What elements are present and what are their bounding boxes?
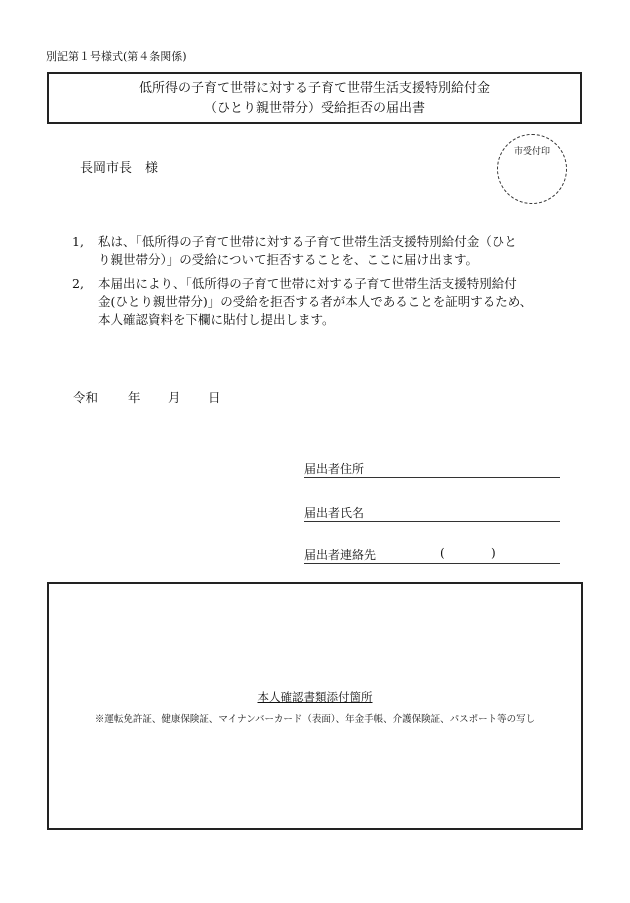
clause-2-line-2: 金(ひとり親世帯分)」の受給を拒否する者が本人であることを証明するため、 — [98, 294, 533, 309]
applicant-address-field[interactable] — [304, 460, 560, 478]
date-era: 令和 — [73, 390, 99, 405]
applicant-name-label: 届出者氏名 — [304, 506, 365, 520]
date-month: 月 — [168, 390, 181, 405]
clause-2-number: 2, — [72, 276, 84, 291]
reception-stamp-area — [497, 134, 567, 204]
form-number: 別記第１号様式(第４条関係) — [46, 50, 187, 63]
reception-stamp-label: 市受付印 — [513, 147, 550, 157]
clause-1-line-2: り親世帯分）」の受給について拒否することを、ここに届け出ます。 — [98, 252, 479, 267]
title-line-2: （ひとり親世帯分）受給拒否の届出書 — [203, 101, 425, 116]
clause-2-line-3: 本人確認資料を下欄に貼付し提出します。 — [98, 312, 335, 327]
applicant-address-label: 届出者住所 — [304, 462, 365, 476]
date-day: 日 — [208, 390, 221, 405]
date-line — [73, 388, 221, 406]
contact-paren-open: ( — [440, 546, 445, 560]
clause-1-line-1: 私は、「低所得の子育て世帯に対する子育て世帯生活支援特別給付金（ひと — [98, 234, 517, 249]
attachment-note: ※運転免許証、健康保険証、マイナンバーカード（表面）、年金手帳、介護保険証、パスポート等の写し — [94, 714, 536, 725]
id-document-attachment-box — [47, 582, 583, 830]
attachment-title-text: 本人確認書類添付箇所 — [257, 690, 373, 704]
document-title-box — [47, 72, 582, 124]
attachment-title — [0, 689, 630, 705]
applicant-contact-label: 届出者連絡先 — [304, 548, 377, 562]
date-year: 年 — [128, 390, 141, 405]
title-line-1: 低所得の子育て世帯に対する子育て世帯生活支援特別給付金 — [138, 81, 490, 96]
addressee: 長岡市長 様 — [80, 161, 159, 176]
clause-2-line-1: 本届出により、「低所得の子育て世帯に対する子育て世帯生活支援特別給付 — [98, 276, 517, 291]
applicant-contact-field[interactable] — [304, 546, 560, 564]
applicant-name-field[interactable] — [304, 504, 560, 522]
clause-1-number: 1, — [72, 234, 84, 249]
contact-paren-close: ) — [491, 546, 496, 560]
